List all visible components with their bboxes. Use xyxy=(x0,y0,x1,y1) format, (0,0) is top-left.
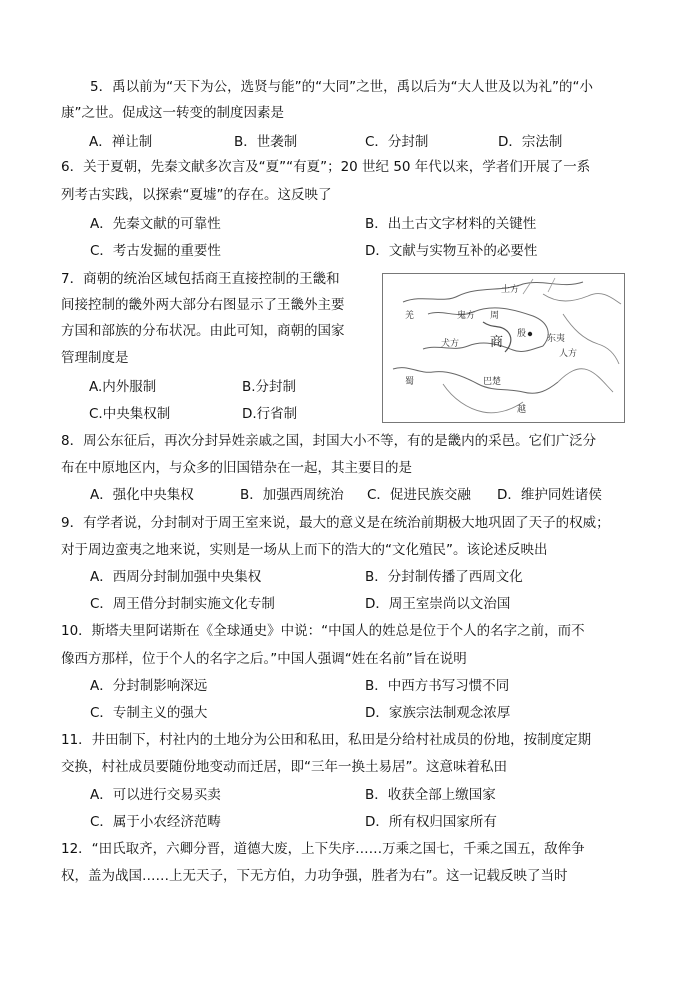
map-label-bachu: 巴楚 xyxy=(483,377,502,387)
q9-option-d: D．周王室崇尚以文治国 xyxy=(365,596,511,612)
q6-option-c: C．考古发掘的重要性 xyxy=(90,243,221,259)
q7-option-c: C.中央集权制 xyxy=(89,406,171,422)
q5-option-d: D．宗法制 xyxy=(498,134,563,150)
q10-stem-line2: 像西方那样，位于个人的名字之后。”中国人强调“姓在名前”旨在说明 xyxy=(61,651,467,667)
q6-option-d: D．文献与实物互补的必要性 xyxy=(365,243,538,259)
map-label-zhou: 周 xyxy=(490,311,500,321)
q12-stem-line2: 权，盖为战国……上无天子，下无方伯，力功争强，胜者为右”。这一记载反映了当时 xyxy=(61,868,568,884)
q7-stem-line4: 管理制度是 xyxy=(61,350,129,366)
map-label-yue: 越 xyxy=(517,405,527,415)
map-figure xyxy=(383,274,624,422)
q11-option-d: D．所有权归国家所有 xyxy=(365,814,497,830)
q6-stem-line2: 列考古实践，以探索“夏墟”的存在。这反映了 xyxy=(61,187,332,203)
q7-stem-line2: 间接控制的畿外两大部分右图显示了王畿外主要 xyxy=(61,297,345,313)
q8-option-d: D．维护同姓诸侯 xyxy=(497,487,602,503)
q11-stem-line1: 11．井田制下，村社内的土地分为公田和私田，私田是分给村社成员的份地，按制度定期 xyxy=(61,732,592,748)
q10-option-d: D．家族宗法制观念浓厚 xyxy=(365,705,511,721)
map-label-tufang: 土方 xyxy=(501,285,520,295)
q10-option-a: A．分封制影响深远 xyxy=(90,678,208,694)
q10-stem-line1: 10．斯塔夫里阿诺斯在《全球通史》中说：“中国人的姓总是位于个人的名字之前，而不 xyxy=(61,623,585,639)
q5-stem-line1: 5．禹以前为“天下为公，选贤与能”的“大同”之世，禹以后为“大人世及以为礼”的“小 xyxy=(90,79,594,95)
q11-stem-line2: 交换，村社成员要随份地变动而迁居，即“三年一换土易居”。这意味着私田 xyxy=(61,759,507,775)
q9-option-b: B．分封制传播了西周文化 xyxy=(365,569,523,585)
q9-option-a: A．西周分封制加强中央集权 xyxy=(90,569,262,585)
q6-option-b: B．出土古文字材料的关键性 xyxy=(365,216,537,232)
q7-option-b: B.分封制 xyxy=(242,379,297,395)
map-label-qiang: 羌 xyxy=(405,311,415,321)
q11-option-b: B．收获全部上缴国家 xyxy=(365,787,496,803)
q8-option-b: B．加强西周统治 xyxy=(240,487,344,503)
map-label-quanfang: 犬方 xyxy=(441,339,460,349)
q5-stem-line2: 康”之世。促成这一转变的制度因素是 xyxy=(61,105,284,121)
map-label-shang: 商 xyxy=(490,335,504,350)
q9-stem-line1: 9．有学者说，分封制对于周王室来说，最大的意义是在统治前期极大地巩固了天子的权威； xyxy=(61,515,610,531)
q7-option-a: A.内外服制 xyxy=(89,379,157,395)
q12-stem-line1: 12．“田氏取齐，六卿分晋，道德大废，上下失序……万乘之国七，千乘之国五，敌侔争 xyxy=(61,841,585,857)
q5-option-a: A．禅让制 xyxy=(89,134,153,150)
map-label-dongyi: 东夷 xyxy=(547,334,566,344)
q7-stem-line3: 方国和部族的分布状况。由此可知，商朝的国家 xyxy=(61,323,345,339)
q5-option-b: B．世袭制 xyxy=(234,134,298,150)
q11-option-a: A．可以进行交易买卖 xyxy=(90,787,221,803)
q8-option-a: A．强化中央集权 xyxy=(90,487,194,503)
q8-option-c: C．促进民族交融 xyxy=(367,487,471,503)
map-label-renfang: 人方 xyxy=(559,349,578,359)
map-label-shu: 蜀 xyxy=(405,377,415,387)
q9-option-c: C．周王借分封制实施文化专制 xyxy=(90,596,275,612)
map-label-yin: 殷 xyxy=(517,329,527,339)
q9-stem-line2: 对于周边蛮夷之地来说，实则是一场从上而下的浩大的“文化殖民”。该论述反映出 xyxy=(61,542,548,558)
map-label-guifang: 鬼方 xyxy=(457,311,476,321)
q7-stem-line1: 7．商朝的统治区域包括商王直接控制的王畿和 xyxy=(61,271,340,287)
q8-stem-line2: 布在中原地区内，与众多的旧国错杂在一起，其主要目的是 xyxy=(61,460,412,476)
q7-option-d: D.行省制 xyxy=(242,406,298,422)
shang-dynasty-map xyxy=(382,273,625,423)
q5-option-c: C．分封制 xyxy=(365,134,429,150)
q10-option-c: C．专制主义的强大 xyxy=(90,705,208,721)
q6-option-a: A．先秦文献的可靠性 xyxy=(90,216,221,232)
q8-stem-line1: 8．周公东征后，再次分封异姓亲戚之国，封国大小不等，有的是畿内的采邑。它们广泛分 xyxy=(61,433,597,449)
q11-option-c: C．属于小农经济范畴 xyxy=(90,814,221,830)
capital-marker xyxy=(528,332,532,336)
q10-option-b: B．中西方书写习惯不同 xyxy=(365,678,510,694)
q6-stem-line1: 6．关于夏朝，先秦文献多次言及“夏”“有夏”；20 世纪 50 年代以来，学者们开展了一系 xyxy=(61,159,591,175)
